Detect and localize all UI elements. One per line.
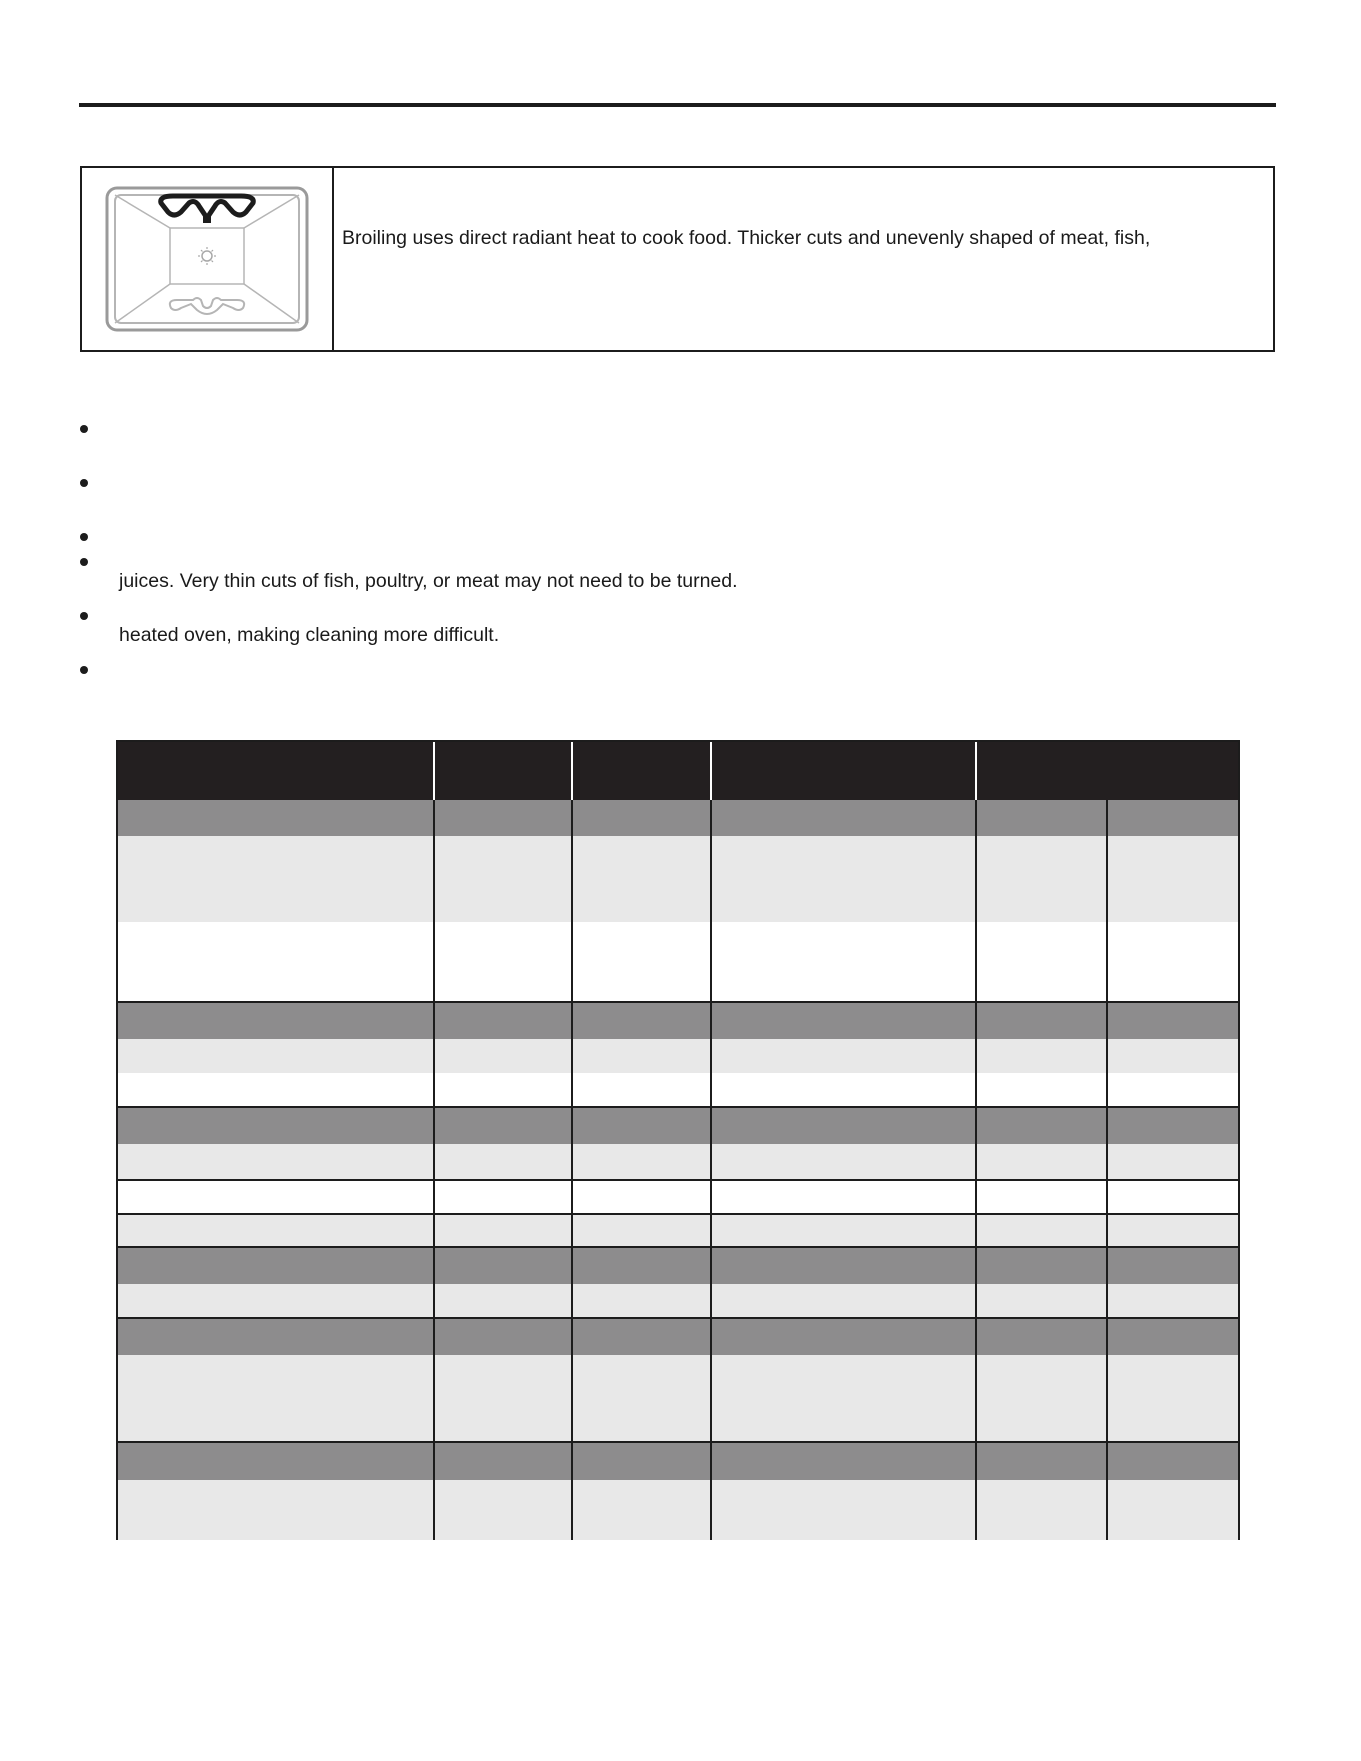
header-divider <box>571 742 573 800</box>
category-row <box>118 1246 1238 1284</box>
oven-broil-mode-icon <box>101 182 313 336</box>
column-divider <box>1106 800 1108 1540</box>
broil-intro-box <box>80 166 1275 352</box>
intro-image <box>82 168 334 350</box>
table-header <box>118 742 1238 800</box>
intro-text: Broiling uses direct radiant heat to cook food. Thicker cuts and unevenly shaped of meat, fish, <box>342 227 1151 249</box>
header-divider <box>433 742 435 800</box>
top-rule <box>79 103 1276 107</box>
table-row <box>118 1213 1238 1247</box>
table-row <box>118 1355 1238 1442</box>
tip-4-line-2: juices. Very thin cuts of fish, poultry, or meat may not need to be turned. <box>119 570 738 592</box>
column-divider <box>433 800 435 1540</box>
column-divider <box>571 800 573 1540</box>
bullet-dot <box>80 666 88 674</box>
header-divider <box>975 742 977 800</box>
table-row <box>118 1039 1238 1073</box>
table-row <box>118 1144 1238 1180</box>
category-row <box>118 1317 1238 1355</box>
category-row <box>118 800 1238 836</box>
bullet-dot <box>80 425 88 433</box>
bullet-dot <box>80 558 88 566</box>
table-row <box>118 1480 1238 1540</box>
table-row <box>118 922 1238 1002</box>
table-row <box>118 836 1238 922</box>
bullet-dot <box>80 479 88 487</box>
header-divider <box>710 742 712 800</box>
bullet-dot <box>80 612 88 620</box>
table-row <box>118 1179 1238 1214</box>
column-divider <box>710 800 712 1540</box>
category-row <box>118 1106 1238 1144</box>
column-divider <box>975 800 977 1540</box>
broil-guide-table <box>116 740 1240 1540</box>
table-row <box>118 1284 1238 1318</box>
bullet-dot <box>80 533 88 541</box>
tip-5-line-2: heated oven, making cleaning more difficult. <box>119 624 500 646</box>
table-row <box>118 1073 1238 1107</box>
category-row <box>118 1001 1238 1039</box>
category-row <box>118 1441 1238 1480</box>
